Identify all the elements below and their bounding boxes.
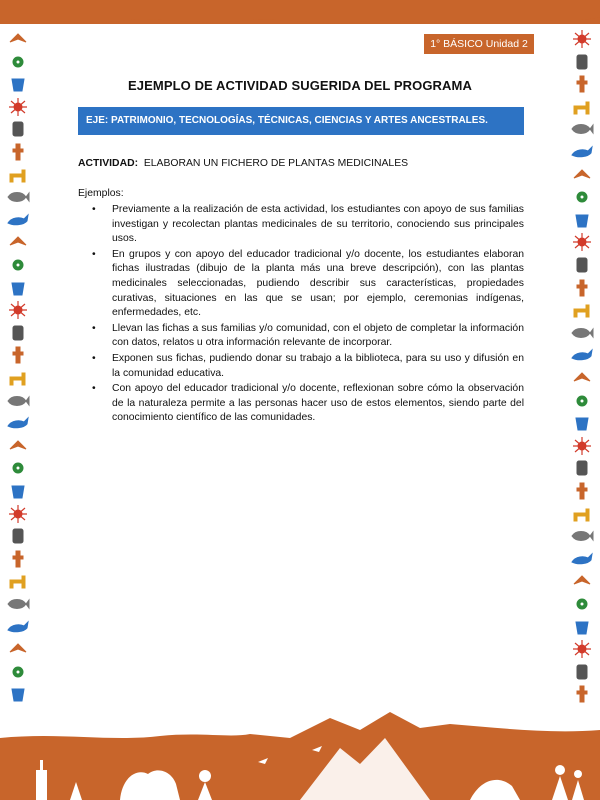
- flower-icon: [570, 392, 594, 410]
- examples-label: Ejemplos:: [78, 188, 124, 199]
- mask-icon: [6, 120, 30, 138]
- llama-icon: [570, 505, 594, 523]
- bird-icon: [6, 437, 30, 455]
- llama-icon: [570, 301, 594, 319]
- flower-icon: [6, 459, 30, 477]
- fish-icon: [6, 392, 30, 410]
- bird-icon: [6, 640, 30, 658]
- figure-icon: [6, 346, 30, 364]
- examples-list: [90, 203, 524, 427]
- bullet: •: [92, 248, 96, 260]
- bird-icon: [570, 572, 594, 590]
- llama-icon: [6, 166, 30, 184]
- left-motif-strip: [6, 30, 30, 710]
- fox-icon: [570, 143, 594, 161]
- page-title: EJEMPLO DE ACTIVIDAD SUGERIDA DEL PROGRAMA: [128, 78, 472, 93]
- fish-icon: [6, 188, 30, 206]
- bird-icon: [6, 30, 30, 48]
- figure-icon: [570, 279, 594, 297]
- llama-icon: [570, 98, 594, 116]
- figure-icon: [6, 143, 30, 161]
- flower-icon: [6, 53, 30, 71]
- list-item: [90, 382, 524, 426]
- bird-icon: [570, 369, 594, 387]
- fish-icon: [570, 324, 594, 342]
- list-item: [90, 352, 524, 381]
- flower-icon: [570, 595, 594, 613]
- list-item-text: En grupos y con apoyo del educador tradicional y/o docente, los estudiantes elaboran fichas ilustradas (dibujo de la planta más una breve descripción), con las plantas medicinales seleccionadas, pudiendo describir sus características, propiedades curativas, situaciones en las que se usan; por ejemplo, ceremonias indígenas, enfermedades, etc.: [112, 248, 524, 319]
- flower-icon: [6, 256, 30, 274]
- fish-icon: [570, 527, 594, 545]
- activity-line: ACTIVIDAD: ELABORAN UN FICHERO DE PLANTAS MEDICINALES: [78, 158, 409, 169]
- list-item: [90, 248, 524, 321]
- flower-icon: [6, 663, 30, 681]
- sun-icon: [570, 640, 594, 658]
- sun-icon: [570, 233, 594, 251]
- flower-icon: [570, 188, 594, 206]
- bird-icon: [570, 166, 594, 184]
- vessel-icon: [570, 211, 594, 229]
- sun-icon: [6, 301, 30, 319]
- bullet: •: [92, 204, 96, 215]
- fox-icon: [6, 414, 30, 432]
- llama-icon: [6, 369, 30, 387]
- unit-badge: 1° BÁSICO Unidad 2: [424, 34, 534, 54]
- sun-icon: [6, 505, 30, 523]
- list-item-text: Con apoyo del educador tradicional y/o docente, reflexionan sobre cómo la observación de la naturaleza permite a las personas hacer uso de estos elementos, siendo parte del conocimiento científico de las comunidades.: [112, 383, 524, 424]
- mask-icon: [6, 324, 30, 342]
- bullet: •: [92, 383, 96, 395]
- activity-text: ELABORAN UN FICHERO DE PLANTAS MEDICINALES: [143, 158, 409, 169]
- fish-icon: [6, 595, 30, 613]
- figure-icon: [570, 482, 594, 500]
- bullet: •: [92, 352, 96, 364]
- fox-icon: [6, 211, 30, 229]
- list-item-text: Exponen sus fichas, pudiendo donar su trabajo a la biblioteca, para su uso y difusión en la comunidad educativa.: [112, 352, 524, 379]
- bird-icon: [6, 233, 30, 251]
- fox-icon: [570, 346, 594, 364]
- list-item: [90, 322, 524, 351]
- list-item-text: Previamente a la realización de esta actividad, los estudiantes con apoyo de sus familias investigan y recolectan plantas medicinales de su territorio, conociendo sus principales usos.: [112, 204, 524, 245]
- mask-icon: [570, 256, 594, 274]
- fox-icon: [6, 618, 30, 636]
- figure-icon: [6, 550, 30, 568]
- mask-icon: [570, 663, 594, 681]
- sun-icon: [6, 98, 30, 116]
- vessel-icon: [6, 279, 30, 297]
- eje-banner: EJE: PATRIMONIO, TECNOLOGÍAS, TÉCNICAS, CIENCIAS Y ARTES ANCESTRALES.: [78, 107, 524, 135]
- right-motif-strip: [570, 30, 594, 710]
- mask-icon: [6, 527, 30, 545]
- bullet: •: [92, 322, 96, 334]
- figure-icon: [570, 685, 594, 703]
- vessel-icon: [6, 482, 30, 500]
- landscape-silhouette-icon: [0, 708, 600, 800]
- vessel-icon: [570, 618, 594, 636]
- activity-label: ACTIVIDAD: [78, 158, 135, 169]
- vessel-icon: [570, 414, 594, 432]
- wave-edge-icon: [0, 14, 600, 28]
- list-item: [90, 203, 524, 247]
- list-item-text: Llevan las fichas a sus familias y/o comunidad, con el objeto de completar la información con datos, relatos u otra información relevante de incorporar.: [112, 322, 524, 349]
- mask-icon: [570, 459, 594, 477]
- top-decorative-band: [0, 0, 600, 24]
- sun-icon: [570, 30, 594, 48]
- mask-icon: [570, 53, 594, 71]
- llama-icon: [6, 572, 30, 590]
- fox-icon: [570, 550, 594, 568]
- vessel-icon: [6, 685, 30, 703]
- fish-icon: [570, 120, 594, 138]
- sun-icon: [570, 437, 594, 455]
